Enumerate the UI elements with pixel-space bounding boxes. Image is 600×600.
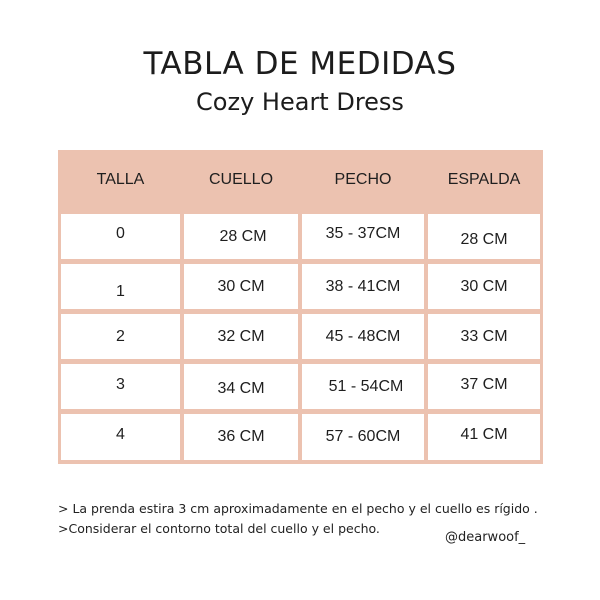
column-header-espalda: ESPALDA: [428, 153, 540, 207]
cell-text: 4: [116, 426, 125, 443]
cell-text: 3: [116, 375, 125, 393]
table-cell-cuello: [184, 414, 298, 460]
size-table: [58, 150, 543, 464]
cell-text: 36 CM: [217, 428, 265, 445]
cell-text: 28 CM: [219, 227, 267, 245]
table-cell-pecho: [302, 414, 424, 460]
cell-text: 38 - 41CM: [325, 277, 401, 295]
cell-text: 28 CM: [460, 230, 508, 248]
cell-text: 51 - 54CM: [328, 377, 404, 395]
note-line: >Considerar el contorno total del cuello y el pecho.: [58, 521, 380, 536]
brand-handle: @dearwoof_: [445, 530, 526, 545]
table-cell-espalda: [428, 214, 540, 259]
cell-text: 34 CM: [217, 379, 265, 397]
table-cell-espalda: [428, 264, 540, 309]
table-cell-talla: [61, 214, 180, 259]
column-header-talla: TALLA: [61, 153, 180, 207]
cell-text: 33 CM: [460, 327, 508, 345]
table-cell-talla: [61, 414, 180, 460]
cell-text: 45 - 48CM: [325, 327, 401, 345]
cell-text: 37 CM: [460, 375, 508, 393]
table-cell-cuello: [184, 264, 298, 309]
table-cell-pecho: [302, 264, 424, 309]
table-cell-talla: [61, 264, 180, 309]
table-cell-cuello: [184, 214, 298, 259]
table-cell-espalda: [428, 414, 540, 460]
cell-text: 57 - 60CM: [325, 428, 401, 445]
product-subtitle: Cozy Heart Dress: [196, 88, 404, 116]
table-cell-cuello: [184, 314, 298, 359]
table-cell-espalda: [428, 364, 540, 409]
table-cell-pecho: [302, 214, 424, 259]
cell-text: 41 CM: [460, 426, 508, 443]
note-line: > La prenda estira 3 cm aproximadamente en el pecho y el cuello es rígido .: [58, 501, 538, 516]
column-header-pecho: PECHO: [302, 153, 424, 207]
cell-text: 2: [116, 327, 125, 345]
table-cell-pecho: [302, 364, 424, 409]
cell-text: 1: [116, 282, 125, 300]
table-cell-espalda: [428, 314, 540, 359]
cell-text: 35 - 37CM: [325, 224, 401, 242]
cell-text: 32 CM: [217, 327, 265, 345]
page-title: TABLA DE MEDIDAS: [143, 46, 457, 82]
column-header-cuello: CUELLO: [184, 153, 298, 207]
table-cell-talla: [61, 314, 180, 359]
table-cell-pecho: [302, 314, 424, 359]
cell-text: 30 CM: [460, 277, 508, 295]
cell-text: 30 CM: [217, 277, 265, 295]
table-cell-talla: [61, 364, 180, 409]
table-cell-cuello: [184, 364, 298, 409]
cell-text: 0: [116, 224, 125, 242]
